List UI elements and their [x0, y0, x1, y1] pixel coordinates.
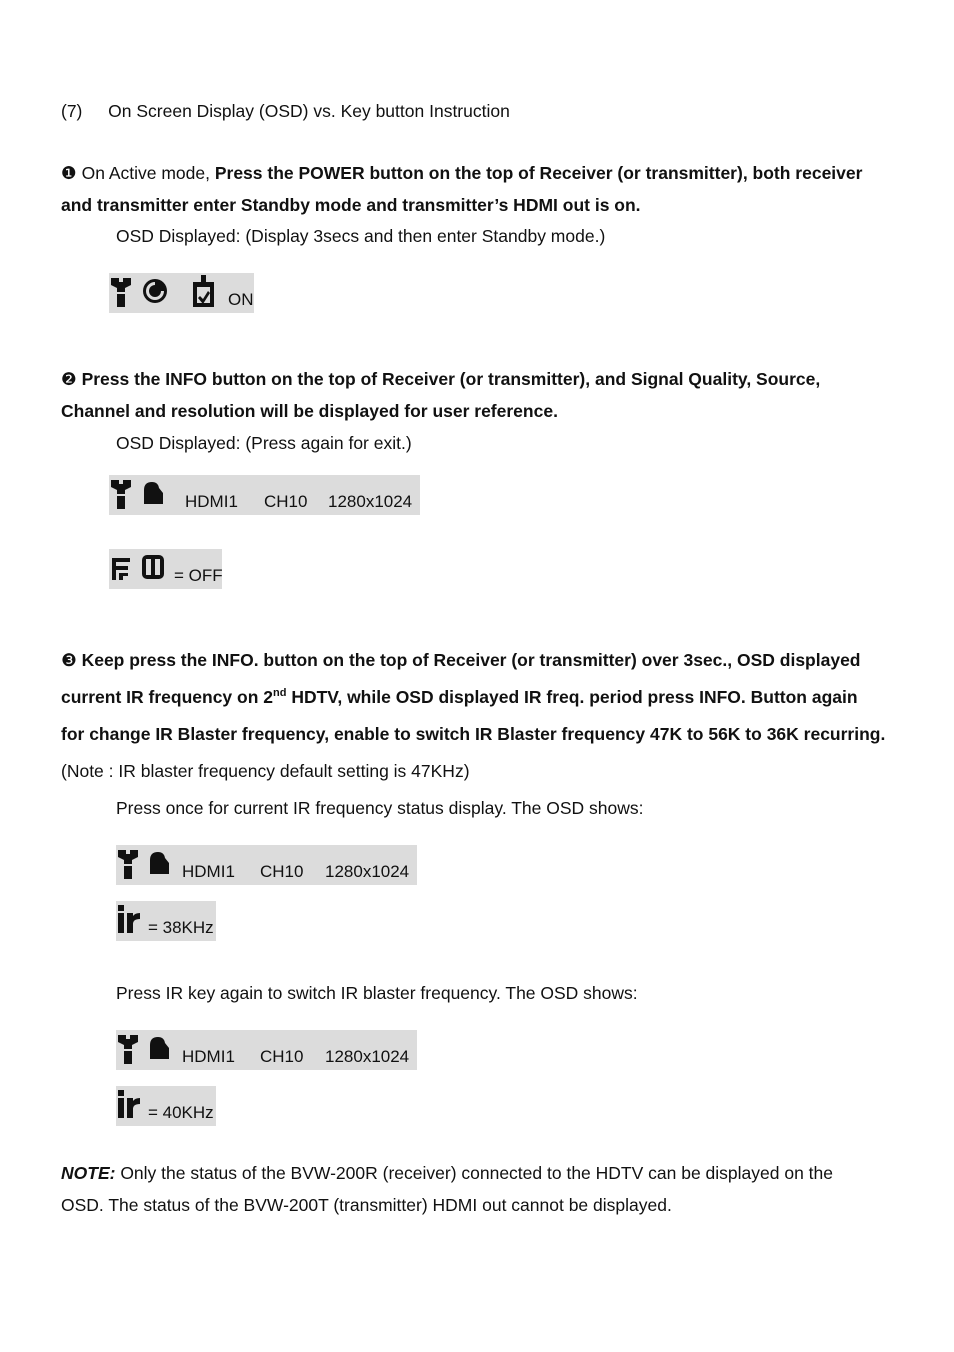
step3-line1: [61, 650, 861, 671]
osd-source: HDMI1: [182, 1047, 235, 1066]
osd-source: HDMI1: [185, 492, 238, 511]
section-heading: [61, 101, 510, 122]
step3-bullet: ❸: [61, 650, 77, 670]
step3-bold1: Keep press the INFO. button on the top of Receiver (or transmitter) over 3sec., OSD displayed: [81, 650, 861, 670]
antenna-icon: [110, 478, 132, 510]
osd-standby-text: ON: [228, 290, 254, 309]
step1-bold1: Press the POWER button on the top of Receiver (or transmitter), both receiver: [214, 163, 863, 183]
step3-caption2: Press IR key again to switch IR blaster frequency. The OSD shows:: [116, 983, 638, 1003]
step3-caption1: Press once for current IR frequency status display. The OSD shows:: [116, 798, 644, 818]
osd-channel: CH10: [260, 1047, 304, 1066]
osd-ir-panel-1: [116, 901, 216, 941]
osd-resolution: 1280x1024: [325, 862, 410, 881]
osd-source: HDMI1: [182, 862, 235, 881]
osd-ir-text: = 38KHz: [148, 918, 214, 937]
osd-info-panel-1: [116, 845, 417, 885]
osd-resolution: 1280x1024: [325, 1047, 410, 1066]
note-line2: OSD. The status of the BVW-200T (transmitter) HDMI out cannot be displayed.: [61, 1195, 672, 1215]
step3-sup: nd: [273, 687, 287, 700]
osd-channel: CH10: [260, 862, 304, 881]
osd-info-panel-2: [116, 1030, 417, 1070]
osd-status-panel: [109, 549, 222, 589]
standby-moon-icon: [142, 278, 168, 304]
ir-icon: [117, 904, 141, 934]
antenna-icon: [110, 276, 132, 308]
note-label: NOTE:: [61, 1163, 116, 1183]
note-text1: Only the status of the BVW-200R (receiver) connected to the HDTV can be displayed on the: [115, 1163, 834, 1183]
source-icon: [148, 850, 172, 876]
osd-status-text: = OFF: [174, 566, 223, 585]
step3-note: (Note : IR blaster frequency default setting is 47KHz): [61, 761, 470, 781]
osd-ir-text: = 40KHz: [148, 1103, 214, 1122]
source-icon: [148, 1035, 172, 1061]
osd-standby-panel: [109, 273, 254, 313]
menu-icon: [110, 556, 132, 582]
osd-resolution: 1280x1024: [328, 492, 413, 511]
step2-line1: [61, 369, 820, 390]
step3-bold2a: current IR frequency on 2: [61, 687, 273, 707]
step1-line1: [61, 163, 862, 184]
step2-bold1: Press the INFO button on the top of Receiver (or transmitter), and Signal Quality, Source,: [81, 369, 821, 389]
step3-line3: for change IR Blaster frequency, enable to switch IR Blaster frequency 47K to 56K to 36K recurring.: [61, 724, 886, 744]
step1-bullet: ❶: [61, 163, 77, 183]
switch-icon: [141, 554, 165, 580]
source-icon: [142, 480, 166, 506]
section-number: (7): [61, 101, 83, 121]
step3-bold2b: HDTV, while OSD displayed IR freq. period press INFO. Button again: [286, 687, 858, 707]
osd-channel: CH10: [264, 492, 308, 511]
step1-line2: and transmitter enter Standby mode and transmitter’s HDMI out is on.: [61, 195, 641, 215]
antenna-icon: [117, 1033, 139, 1065]
step2-line2: Channel and resolution will be displayed for user reference.: [61, 401, 558, 421]
step3-line2: [61, 687, 858, 708]
osd-info-panel: [109, 475, 420, 515]
step1-lead: On Active mode,: [81, 163, 215, 183]
section-title: On Screen Display (OSD) vs. Key button Instruction: [108, 101, 510, 121]
ir-icon: [117, 1089, 141, 1119]
antenna-icon: [117, 848, 139, 880]
step2-bullet: ❷: [61, 369, 77, 389]
step1-osd-caption: OSD Displayed: (Display 3secs and then enter Standby mode.): [116, 226, 606, 246]
osd-ir-panel-2: [116, 1086, 216, 1126]
power-hand-icon: [191, 274, 217, 308]
note-line1: [61, 1163, 833, 1184]
step2-osd-caption: OSD Displayed: (Press again for exit.): [116, 433, 412, 453]
